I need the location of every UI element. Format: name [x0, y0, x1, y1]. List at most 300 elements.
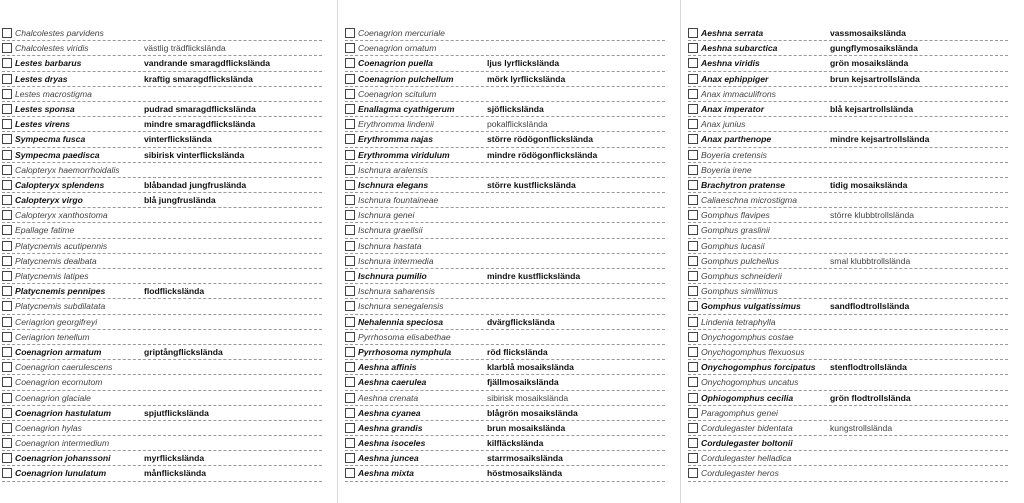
swedish-name: större rödögonflickslända: [487, 134, 594, 145]
species-checkbox[interactable]: [688, 362, 698, 372]
species-checkbox[interactable]: [345, 241, 355, 251]
species-checkbox[interactable]: [2, 438, 12, 448]
species-checkbox[interactable]: [345, 256, 355, 266]
checklist-row: [345, 375, 665, 390]
checklist-row: [2, 406, 322, 421]
species-checkbox[interactable]: [345, 377, 355, 387]
latin-name: Erythromma najas: [358, 134, 433, 145]
checklist-row: [345, 391, 665, 406]
latin-name: Lindenia tetraphylla: [701, 316, 776, 327]
checklist-row: [688, 163, 1008, 178]
latin-name: Nehalennia speciosa: [358, 316, 444, 327]
checklist-row: [345, 269, 665, 284]
checklist-row: [345, 72, 665, 87]
checklist-row: [345, 345, 665, 360]
species-checkbox[interactable]: [688, 150, 698, 160]
checklist-row: [688, 178, 1008, 193]
swedish-name: mindre rödögonflickslända: [487, 149, 598, 160]
checklist-row: [688, 330, 1008, 345]
latin-name: Cordulegaster bidentata: [701, 422, 793, 433]
latin-name: Cordulegaster boltonii: [701, 438, 793, 449]
checklist-row: [345, 193, 665, 208]
swedish-name: större kustflickslända: [487, 179, 576, 190]
latin-name: Anax parthenope: [701, 134, 772, 145]
latin-name: Anax ephippiger: [701, 73, 769, 84]
column-divider-1: [337, 0, 338, 503]
checklist-row: [345, 421, 665, 436]
checklist-row: [2, 26, 322, 41]
column-divider-2: [680, 0, 681, 503]
latin-name: Gomphus graslinii: [701, 225, 770, 236]
swedish-name: myrflickslända: [144, 453, 205, 464]
swedish-name: spjutflickslända: [144, 407, 209, 418]
checklist-row: [2, 299, 322, 314]
checklist-row: [345, 436, 665, 451]
latin-name: Coenagrion glaciale: [15, 392, 91, 403]
checklist-row: [688, 451, 1008, 466]
checklist-row: [2, 391, 322, 406]
checklist-row: [2, 193, 322, 208]
latin-name: Platycnemis latipes: [15, 271, 89, 281]
latin-name: Pyrrhosoma elisabethae: [358, 331, 451, 342]
species-checkbox[interactable]: [345, 423, 355, 433]
latin-name: Lestes macrostigma: [15, 88, 92, 99]
checklist-row: [688, 132, 1008, 147]
species-checkbox[interactable]: [345, 43, 355, 53]
latin-name: Chalcolestes parvidens: [15, 28, 104, 38]
checklist-row: [2, 148, 322, 163]
latin-name: Coenagrion mercuriale: [358, 28, 445, 38]
checklist-row: [688, 72, 1008, 87]
swedish-name: månflickslända: [144, 468, 207, 479]
checklist-row: [688, 56, 1008, 71]
checklist-row: [688, 466, 1008, 481]
species-checkbox[interactable]: [688, 43, 698, 53]
checklist-row: [2, 466, 322, 481]
swedish-name: sandflodtrollslända: [830, 301, 910, 312]
checklist-row: [345, 315, 665, 330]
latin-name: Anax imperator: [701, 103, 765, 114]
checklist-row: [2, 87, 322, 102]
swedish-name: griptångflickslända: [144, 346, 223, 357]
checklist-row: [688, 269, 1008, 284]
species-checkbox[interactable]: [345, 317, 355, 327]
swedish-name: grön mosaikslända: [830, 58, 909, 69]
swedish-name: ljus lyrflickslända: [487, 58, 560, 69]
species-checkbox[interactable]: [345, 134, 355, 144]
species-checkbox[interactable]: [2, 468, 12, 478]
species-checkbox[interactable]: [345, 286, 355, 296]
latin-name: Ischnura fountaineae: [358, 195, 439, 206]
latin-name: Erythromma viridulum: [358, 149, 450, 160]
latin-name: Gomphus lucasii: [701, 240, 765, 251]
latin-name: Ophiogomphus cecilia: [701, 392, 794, 403]
latin-name: Aeshna serrata: [701, 28, 764, 38]
species-checkbox[interactable]: [2, 256, 12, 266]
checklist-row: [688, 345, 1008, 360]
checklist-row: [2, 208, 322, 223]
checklist-row: [2, 223, 322, 238]
checklist-row: [2, 41, 322, 56]
species-checkbox[interactable]: [688, 271, 698, 281]
latin-name: Coenagrion hylas: [15, 422, 82, 433]
latin-name: Gomphus simillimus: [701, 286, 778, 297]
swedish-name: tidig mosaikslända: [830, 179, 908, 190]
checklist-row: [688, 208, 1008, 223]
checklist-row: [345, 87, 665, 102]
species-checkbox[interactable]: [345, 362, 355, 372]
latin-name: Gomphus flavipes: [701, 210, 770, 221]
checklist-row: [688, 87, 1008, 102]
species-checkbox[interactable]: [688, 74, 698, 84]
species-checkbox[interactable]: [2, 408, 12, 418]
latin-name: Anax immaculifrons: [701, 88, 776, 99]
latin-name: Coenagrion johanssoni: [15, 453, 111, 464]
species-checkbox[interactable]: [345, 28, 355, 38]
species-checkbox[interactable]: [688, 438, 698, 448]
swedish-name: grön flodtrollslända: [830, 392, 911, 403]
swedish-name: gungflymosaikslända: [830, 43, 918, 54]
species-column-2: [345, 26, 665, 482]
species-checkbox[interactable]: [2, 423, 12, 433]
checklist-row: [688, 239, 1008, 254]
species-checkbox[interactable]: [2, 393, 12, 403]
checklist-row: [688, 299, 1008, 314]
latin-name: Aeshna mixta: [358, 468, 414, 479]
latin-name: Ceriagrion tenellum: [15, 331, 90, 342]
latin-name: Aeshna affinis: [358, 362, 417, 373]
swedish-name: stenflodtrollslända: [830, 362, 907, 373]
species-checkbox[interactable]: [2, 134, 12, 144]
species-checkbox[interactable]: [688, 134, 698, 144]
latin-name: Onychogomphus forcipatus: [701, 362, 816, 373]
species-checkbox[interactable]: [2, 317, 12, 327]
swedish-name: blågrön mosaikslända: [487, 407, 578, 418]
checklist-row: [345, 148, 665, 163]
checklist-row: [688, 315, 1008, 330]
species-checkbox[interactable]: [688, 408, 698, 418]
checklist-row: [345, 466, 665, 481]
latin-name: Lestes virens: [15, 119, 70, 130]
checklist-row: [345, 132, 665, 147]
checklist-row: [345, 239, 665, 254]
latin-name: Pyrrhosoma nymphula: [358, 346, 452, 357]
species-checkbox[interactable]: [345, 453, 355, 463]
swedish-name: vinterflickslända: [144, 134, 212, 145]
species-checkbox[interactable]: [345, 180, 355, 190]
checklist-row: [2, 375, 322, 390]
swedish-name: sibirisk vinterflickslända: [144, 149, 245, 160]
checklist-row: [2, 72, 322, 87]
swedish-name: höstmosaikslända: [487, 468, 562, 479]
species-checkbox[interactable]: [2, 347, 12, 357]
latin-name: Paragomphus genei: [701, 407, 778, 418]
swedish-name: mörk lyrflickslända: [487, 73, 566, 84]
species-checkbox[interactable]: [688, 58, 698, 68]
swedish-name: mindre smaragdflickslända: [144, 119, 256, 130]
species-checkbox[interactable]: [2, 150, 12, 160]
latin-name: Onychogomphus flexuosus: [701, 346, 805, 357]
checklist-row: [688, 284, 1008, 299]
species-checkbox[interactable]: [345, 393, 355, 403]
checklist-row: [345, 163, 665, 178]
species-checkbox[interactable]: [2, 58, 12, 68]
swedish-name: större klubbtrollslända: [830, 210, 915, 221]
species-checkbox[interactable]: [345, 301, 355, 311]
latin-name: Coenagrion puella: [358, 58, 433, 69]
latin-name: Ischnura senegalensis: [358, 301, 444, 312]
latin-name: Cordulegaster helladica: [701, 453, 792, 464]
species-checkbox[interactable]: [688, 180, 698, 190]
latin-name: Onychogomphus costae: [701, 331, 794, 342]
latin-name: Cordulegaster heros: [701, 468, 779, 479]
checklist-row: [2, 330, 322, 345]
latin-name: Coenagrion ecornutom: [15, 377, 103, 388]
checklist-row: [2, 360, 322, 375]
checklist-row: [2, 284, 322, 299]
latin-name: Aeshna juncea: [358, 453, 419, 464]
species-checkbox[interactable]: [2, 119, 12, 129]
swedish-name: brun kejsartrollslända: [830, 73, 920, 84]
swedish-name: mindre kustflickslända: [487, 271, 581, 281]
latin-name: Aeshna cyanea: [358, 407, 421, 418]
latin-name: Ischnura elegans: [358, 179, 429, 190]
species-checkbox[interactable]: [688, 119, 698, 129]
latin-name: Boyeria irene: [701, 164, 752, 175]
species-checkbox[interactable]: [345, 165, 355, 175]
species-checkbox[interactable]: [688, 210, 698, 220]
species-checkbox[interactable]: [2, 210, 12, 220]
swedish-name: vandrande smaragdflickslända: [144, 58, 271, 69]
swedish-name: kraftig smaragdflickslända: [144, 73, 253, 84]
swedish-name: blåbandad jungfruslända: [144, 179, 247, 190]
swedish-name: starrmosaikslända: [487, 453, 563, 464]
species-checkbox[interactable]: [345, 195, 355, 205]
latin-name: Aeshna caerulea: [358, 377, 427, 388]
species-checkbox[interactable]: [688, 89, 698, 99]
latin-name: Onychogomphus uncatus: [701, 377, 799, 388]
checklist-row: [345, 102, 665, 117]
checklist-row: [345, 406, 665, 421]
latin-name: Erythromma lindenii: [358, 119, 434, 130]
latin-name: Platycnemis acutipennis: [15, 240, 108, 251]
species-checkbox[interactable]: [345, 89, 355, 99]
checklist-row: [345, 178, 665, 193]
species-checkbox[interactable]: [345, 74, 355, 84]
species-checkbox[interactable]: [345, 58, 355, 68]
species-checkbox[interactable]: [345, 210, 355, 220]
species-checkbox[interactable]: [2, 301, 12, 311]
species-checkbox[interactable]: [688, 286, 698, 296]
latin-name: Ischnura pumilio: [358, 271, 427, 281]
latin-name: Platycnemis subdilatata: [15, 301, 106, 312]
latin-name: Ischnura genei: [358, 210, 415, 221]
latin-name: Platycnemis pennipes: [15, 286, 106, 297]
latin-name: Ischnura aralensis: [358, 164, 428, 175]
latin-name: Boyeria cretensis: [701, 149, 767, 160]
checklist-row: [2, 269, 322, 284]
latin-name: Caliaeschna microstigma: [701, 195, 797, 206]
checklist-row: [688, 406, 1008, 421]
species-checkbox[interactable]: [345, 332, 355, 342]
latin-name: Coenagrion ornatum: [358, 43, 437, 54]
species-checkbox[interactable]: [2, 225, 12, 235]
latin-name: Calopteryx xanthostoma: [15, 210, 108, 221]
checklist-row: [345, 284, 665, 299]
latin-name: Coenagrion hastulatum: [15, 407, 111, 418]
swedish-name: blå kejsartrollslända: [830, 103, 914, 114]
species-checkbox[interactable]: [688, 377, 698, 387]
checklist-row: [2, 451, 322, 466]
checklist-row: [688, 26, 1008, 41]
checklist-row: [688, 421, 1008, 436]
swedish-name: pudrad smaragdflickslända: [144, 103, 256, 114]
species-checkbox[interactable]: [688, 317, 698, 327]
swedish-name: dvärgflickslända: [487, 316, 555, 327]
species-checkbox[interactable]: [688, 256, 698, 266]
latin-name: Ischnura graellsii: [358, 225, 423, 236]
swedish-name: fjällmosaikslända: [487, 377, 559, 388]
latin-name: Enallagma cyathigerum: [358, 103, 455, 114]
latin-name: Aeshna crenata: [358, 392, 419, 403]
species-checkbox[interactable]: [345, 225, 355, 235]
latin-name: Lestes sponsa: [15, 103, 75, 114]
species-checkbox[interactable]: [2, 165, 12, 175]
latin-name: Aeshna viridis: [701, 58, 760, 69]
species-checkbox[interactable]: [688, 347, 698, 357]
species-checkbox[interactable]: [2, 28, 12, 38]
checklist-row: [345, 117, 665, 132]
swedish-name: flodflickslända: [144, 286, 205, 297]
species-checkbox[interactable]: [688, 453, 698, 463]
swedish-name: västlig trädflickslända: [144, 43, 226, 54]
latin-name: Aeshna subarctica: [701, 43, 778, 54]
checklist-row: [345, 254, 665, 269]
swedish-name: kungstrollslända: [830, 422, 893, 433]
latin-name: Aeshna isoceles: [358, 438, 426, 449]
species-checkbox[interactable]: [2, 271, 12, 281]
latin-name: Lestes barbarus: [15, 58, 82, 69]
species-checkbox[interactable]: [688, 393, 698, 403]
species-checkbox[interactable]: [688, 423, 698, 433]
swedish-name: mindre kejsartrollslända: [830, 134, 930, 145]
latin-name: Brachytron pratense: [701, 179, 786, 190]
checklist-row: [2, 117, 322, 132]
latin-name: Ischnura saharensis: [358, 286, 435, 297]
species-checkbox[interactable]: [345, 468, 355, 478]
species-checkbox[interactable]: [688, 28, 698, 38]
swedish-name: blå jungfruslända: [144, 195, 216, 206]
checklist-row: [2, 254, 322, 269]
species-checkbox[interactable]: [2, 195, 12, 205]
latin-name: Epallage fatime: [15, 225, 75, 236]
species-checkbox[interactable]: [2, 377, 12, 387]
species-checkbox[interactable]: [2, 43, 12, 53]
latin-name: Coenagrion armatum: [15, 346, 102, 357]
species-checkbox[interactable]: [688, 225, 698, 235]
checklist-row: [345, 26, 665, 41]
checklist-row: [688, 102, 1008, 117]
species-checkbox[interactable]: [2, 74, 12, 84]
species-checkbox[interactable]: [345, 119, 355, 129]
swedish-name: klarblå mosaikslända: [487, 362, 574, 373]
species-checkbox[interactable]: [345, 150, 355, 160]
species-checkbox[interactable]: [2, 286, 12, 296]
species-checkbox[interactable]: [345, 104, 355, 114]
latin-name: Sympecma fusca: [15, 134, 86, 145]
swedish-name: sibirisk mosaikslända: [487, 392, 569, 403]
checklist-row: [2, 345, 322, 360]
latin-name: Coenagrion pulchellum: [358, 73, 454, 84]
checklist-row: [2, 315, 322, 330]
species-checkbox[interactable]: [2, 104, 12, 114]
checklist-row: [345, 360, 665, 375]
swedish-name: brun mosaikslända: [487, 422, 566, 433]
checklist-row: [2, 163, 322, 178]
checklist-row: [688, 223, 1008, 238]
species-checkbox[interactable]: [2, 241, 12, 251]
swedish-name: sjöflickslända: [487, 103, 544, 114]
species-checkbox[interactable]: [688, 301, 698, 311]
checklist-row: [345, 451, 665, 466]
species-checkbox[interactable]: [2, 453, 12, 463]
checklist-row: [2, 421, 322, 436]
latin-name: Chalcolestes viridis: [15, 43, 89, 54]
species-checkbox[interactable]: [688, 332, 698, 342]
swedish-name: röd flickslända: [487, 346, 548, 357]
checklist-row: [2, 56, 322, 71]
swedish-name: smal klubbtrollslända: [830, 255, 911, 266]
species-column-3: [688, 26, 1008, 482]
species-checkbox[interactable]: [2, 180, 12, 190]
swedish-name: kilfläckslända: [487, 438, 544, 449]
species-checkbox[interactable]: [345, 438, 355, 448]
checklist-row: [688, 375, 1008, 390]
checklist-row: [688, 391, 1008, 406]
checklist-row: [688, 360, 1008, 375]
species-checkbox[interactable]: [2, 89, 12, 99]
latin-name: Gomphus pulchellus: [701, 255, 779, 266]
latin-name: Coenagrion lunulatum: [15, 468, 107, 479]
species-checkbox[interactable]: [2, 332, 12, 342]
checklist-row: [2, 239, 322, 254]
latin-name: Gomphus schneiderii: [701, 271, 782, 281]
checklist-row: [688, 193, 1008, 208]
latin-name: Gomphus vulgatissimus: [701, 301, 801, 312]
species-checkbox[interactable]: [688, 468, 698, 478]
latin-name: Sympecma paedisca: [15, 149, 100, 160]
checklist-row: [2, 436, 322, 451]
species-checkbox[interactable]: [688, 165, 698, 175]
species-checkbox[interactable]: [345, 271, 355, 281]
checklist-row: [688, 254, 1008, 269]
species-checkbox[interactable]: [2, 362, 12, 372]
species-checkbox[interactable]: [345, 408, 355, 418]
species-checkbox[interactable]: [345, 347, 355, 357]
species-checkbox[interactable]: [688, 104, 698, 114]
latin-name: Ischnura hastata: [358, 240, 422, 251]
checklist-row: [345, 223, 665, 238]
species-column-1: [2, 26, 322, 482]
checklist-row: [2, 102, 322, 117]
checklist-row: [345, 330, 665, 345]
latin-name: Anax junius: [701, 119, 746, 130]
latin-name: Platycnemis dealbata: [15, 255, 97, 266]
species-checkbox[interactable]: [688, 195, 698, 205]
latin-name: Lestes dryas: [15, 73, 68, 84]
latin-name: Ceriagrion georgifreyi: [15, 316, 98, 327]
species-checkbox[interactable]: [688, 241, 698, 251]
